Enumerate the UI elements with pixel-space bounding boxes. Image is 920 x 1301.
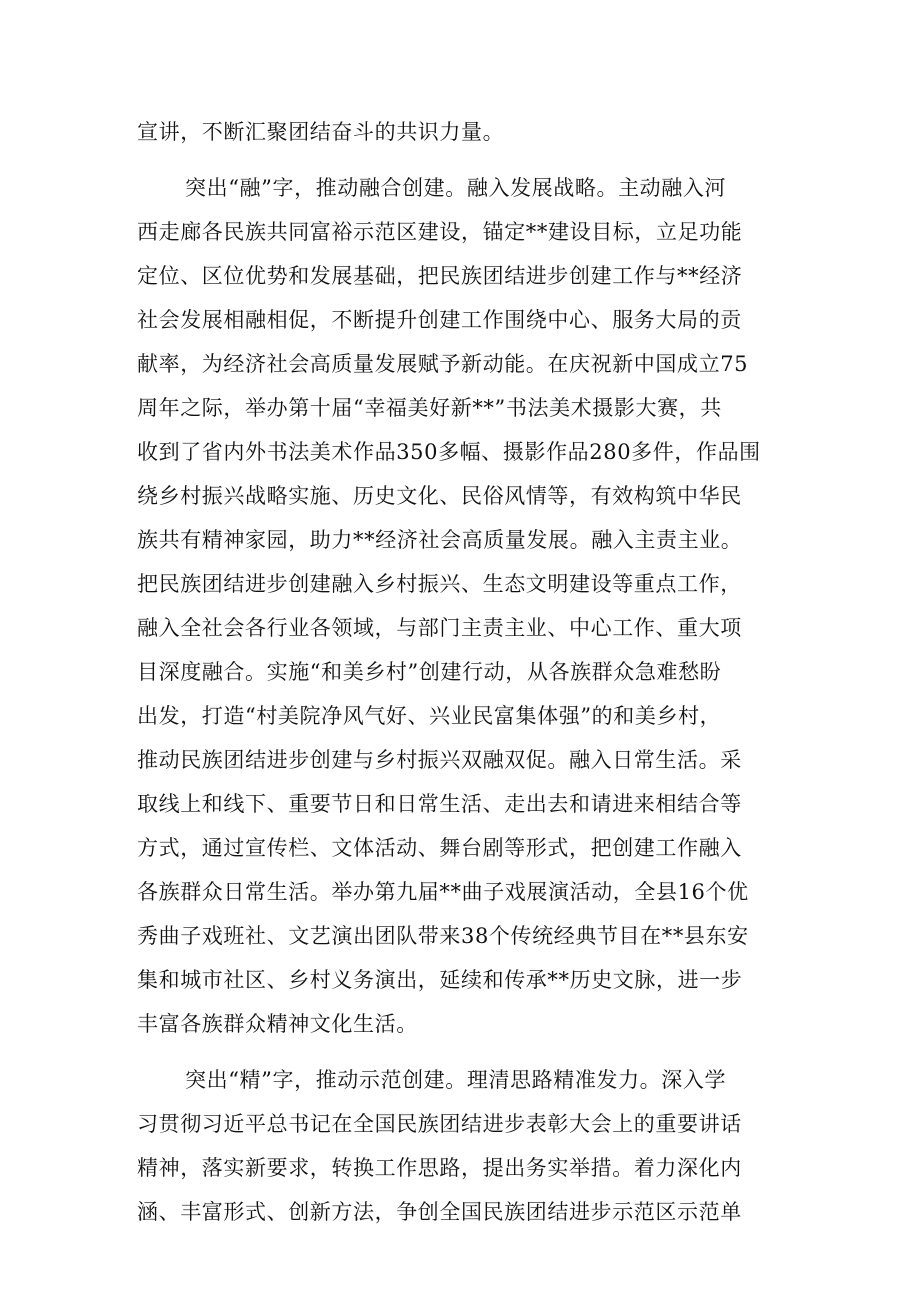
- text-line: 各族群众日常生活。举办第九届**曲子戏展演活动，全县16个优: [137, 880, 749, 904]
- text-line: 推动民族团结进步创建与乡村振兴双融双促。融入日常生活。采: [137, 748, 742, 772]
- text-line: 献率，为经济社会高质量发展赋予新动能。在庆祝新中国成立75: [137, 352, 749, 376]
- paragraph-start-line: 突出“融”字，推动融合创建。融入发展战略。主动融入河: [185, 176, 727, 200]
- text-line: 绕乡村振兴战略实施、历史文化、民俗风情等，有效构筑中华民: [137, 484, 742, 508]
- text-line: 出发，打造“村美院净风气好、兴业民富集体强”的和美乡村，: [137, 704, 722, 728]
- text-line: 秀曲子戏班社、文艺演出团队带来38个传统经典节目在**县东安: [137, 924, 749, 948]
- text-line: 集和城市社区、乡村义务演出，延续和传承**历史文脉，进一步: [137, 968, 743, 992]
- text-line: 丰富各族群众精神文化生活。: [137, 1012, 418, 1036]
- text-line: 方式，通过宣传栏、文体活动、舞台剧等形式，把创建工作融入: [137, 836, 742, 860]
- paragraph-start-line: 突出“精”字，推动示范创建。理清思路精准发力。深入学: [185, 1068, 727, 1092]
- text-line: 涵、丰富形式、创新方法，争创全国民族团结进步示范区示范单: [137, 1200, 742, 1224]
- text-line: 族共有精神家园，助力**经济社会高质量发展。融入主责主业。: [137, 528, 743, 552]
- text-line: 收到了省内外书法美术作品350多幅、摄影作品280多件，作品围: [137, 440, 761, 464]
- text-line: 宣讲，不断汇聚团结奋斗的共识力量。: [137, 120, 505, 144]
- text-line: 把民族团结进步创建融入乡村振兴、生态文明建设等重点工作，: [137, 572, 742, 596]
- text-line: 社会发展相融相促，不断提升创建工作围绕中心、服务大局的贡: [137, 308, 742, 332]
- text-line: 融入全社会各行业各领域，与部门主责主业、中心工作、重大项: [137, 616, 742, 640]
- text-line: 定位、区位优势和发展基础，把民族团结进步创建工作与**经济: [137, 264, 743, 288]
- text-line: 周年之际，举办第十届“幸福美好新**”书法美术摄影大赛，共: [137, 396, 722, 420]
- text-line: 习贯彻习近平总书记在全国民族团结进步表彰大会上的重要讲话: [137, 1112, 742, 1136]
- text-line: 西走廊各民族共同富裕示范区建设，锚定**建设目标，立足功能: [137, 220, 743, 244]
- text-line: 目深度融合。实施“和美乡村”创建行动，从各族群众急难愁盼: [137, 660, 722, 684]
- text-line: 精神，落实新要求，转换工作思路，提出务实举措。着力深化内: [137, 1156, 742, 1180]
- text-line: 取线上和线下、重要节日和日常生活、走出去和请进来相结合等: [137, 792, 742, 816]
